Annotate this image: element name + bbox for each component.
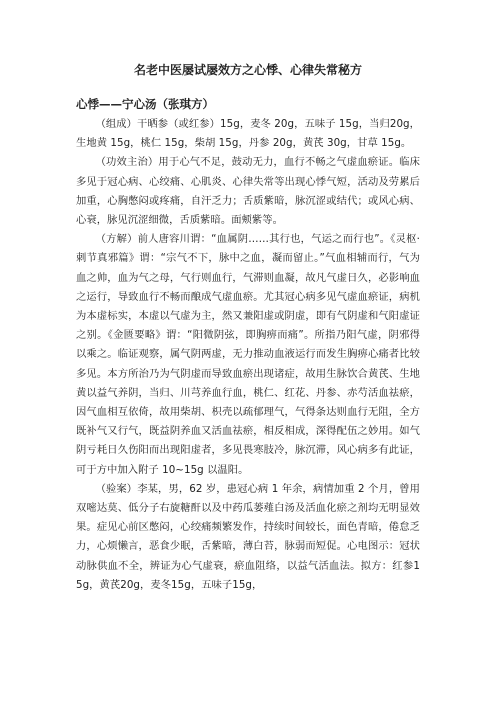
paragraph-composition: （组成）干晒参（或红参）15g，麦冬 20g，五味子 15g，当归20g，生地黄 15g，桃仁 15g，柴胡 15g，丹参 20g，黄芪 30g，甘草 15g。 <box>76 118 420 150</box>
section-heading: 心悸——宁心汤（张琪方） <box>76 97 214 111</box>
paragraph-indications: （功效主治）用于心气不足，鼓动无力，血行不畅之气虚血瘀证。临床多见于冠心病、心绞痛、心肌炎、心律失常等出现心悸气短，活动及劳累后加重，心胸憋闷或疼痛，自汗乏力；舌质紫暗，脉沉涩或结代；或风心病、心衰，脉见沉涩细微，舌质紫暗。面颊紫等。 <box>76 156 420 227</box>
paragraph-explanation: （方解）前人唐容川谓：“血属阴……其行也，气运之而行也”。《灵枢·刺节真邪篇》谓：“宗气不下，脉中之血，凝而留止。”气血相辅而行，气为血之帅，血为气之母，气行则血行，气滞则血凝，故凡气虚日久，必影响血之运行，导致血行不畅而酿成气虚血瘀。尤其冠心病多见气虚血瘀证，病机为本虚标实，本虚以气虚为主，然又兼阳虚或阴虚，即有气阴虚和气阳虚证之别。《金匮要略》谓：“阳微阴弦，即胸痹而痛”。所指乃阳气虚，阴邪得以乘之。临证观察，属气阴两虚，无力推动血液运行而发生胸痹心痛者比较多见。本方所治乃为气阴虚而导致血瘀出现诸症，故用生脉饮合黄芪、生地黄以益气养阴，当归、川芎养血行血，桃仁、红花、丹参、赤芍活血祛瘀，因气血相互依倚，故用柴胡、枳壳以疏郁理气，气得条达则血行无阻，全方既补气又行气，既益阴养血又活血祛瘀，相反相成，深得配伍之妙用。如气阴亏耗日久伤阳而出现阳虚者，多见畏寒肢冷，脉沉滞，风心病多有此证，可于方中加入附子 10~15g 以温阳。 <box>76 233 420 476</box>
document-title: 名老中医屡试屡效方之心悸、心律失常秘方 <box>133 63 362 77</box>
body-text <box>76 115 420 595</box>
paragraph-case: （验案）李某，男，62 岁，患冠心病 1 年余，病情加重 2 个月，曾用双嘧达莫、低分子右旋糖酐以及中药瓜蒌薤白汤及活血化瘀之剂均无明显效果。症见心前区憋闷，心绞痛频繁发作，持续时间较长，面色青暗，倦怠乏力，心烦懒言，恶食少眠，舌紫暗，薄白苔，脉弱而短促。心电图示：冠状动脉供血不全，辨证为心气虚衰，瘀血阻络，以益气活血法。拟方：红参15g，黄芪20g，麦冬15g，五味子15g， <box>76 482 420 591</box>
